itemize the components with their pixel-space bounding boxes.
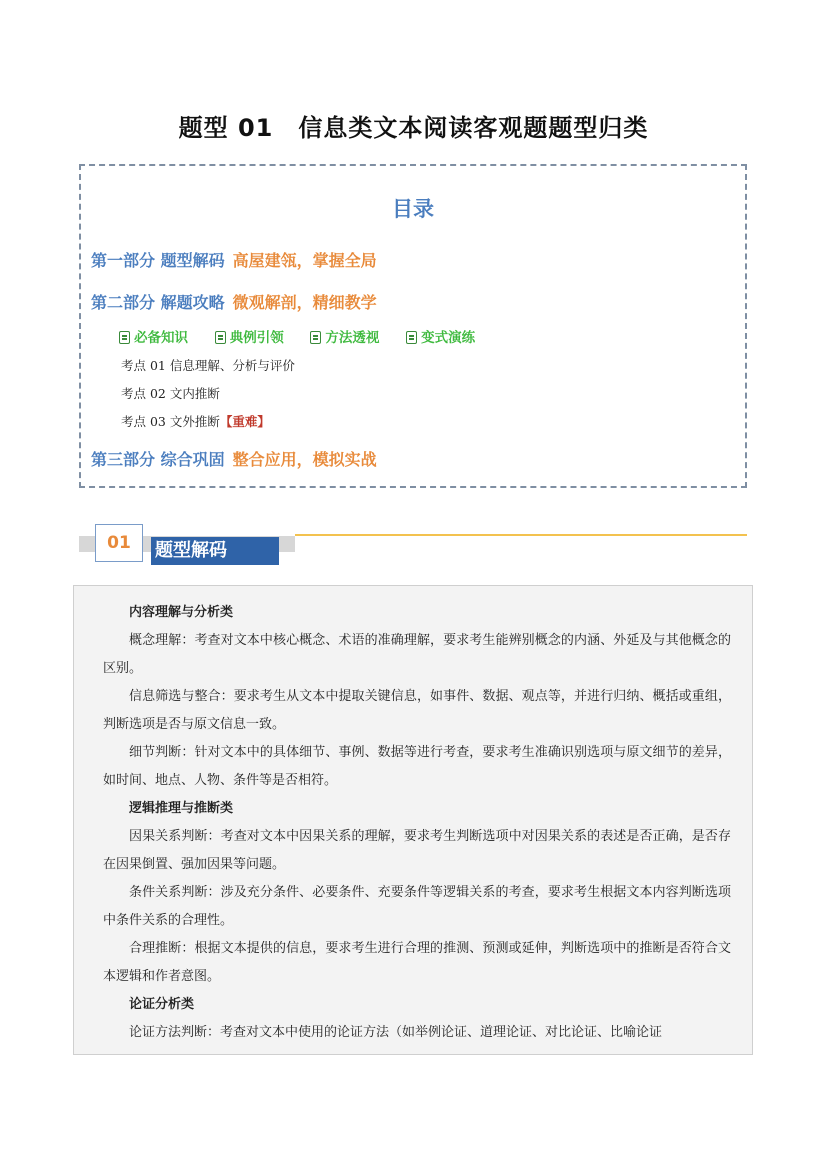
toc-part-tag: 整合应用，模拟实战 (232, 450, 377, 469)
paragraph: 因果关系判断：考查对文本中因果关系的理解，要求考生判断选项中对因果关系的表述是否正确，是否存在因果倒置、强加因果等问题。 (103, 829, 731, 872)
chip-variant-practice[interactable] (406, 326, 475, 346)
table-of-contents (79, 164, 747, 488)
category-heading: 内容理解与分析类 (129, 605, 234, 620)
chip-label: 典例引领 (229, 330, 284, 346)
paragraph: 条件关系判断：涉及充分条件、必要条件、充要条件等逻辑关系的考查，要求考生根据文本内容判断选项中条件关系的合理性。 (103, 885, 731, 928)
knowledge-point-text: 考点 02 文内推断 (121, 386, 220, 401)
toc-part-1[interactable] (91, 248, 377, 271)
chip-label: 必备知识 (134, 330, 188, 346)
content-panel (73, 585, 753, 1055)
toc-part-label: 第二部分 解题攻略 (91, 293, 225, 312)
knowledge-point-text: 考点 03 文外推断 (121, 414, 220, 429)
document-edit-icon (119, 331, 130, 344)
toc-chip-row (119, 326, 497, 346)
content-body (103, 599, 731, 1047)
category-heading: 论证分析类 (129, 997, 195, 1012)
toc-part-tag: 微观解剖，精细教学 (232, 293, 377, 312)
document-title: 题型 01 信息类文本阅读客观题题型归类 (178, 114, 649, 142)
section-header-rule (295, 534, 747, 536)
section-header (79, 522, 747, 568)
chip-label: 变式演练 (421, 330, 476, 346)
toc-heading: 目录 (392, 197, 434, 221)
chip-essential-knowledge[interactable] (119, 326, 188, 346)
paragraph: 合理推断：根据文本提供的信息，要求考生进行合理的推测、预测或延伸，判断选项中的推断是否符合文本逻辑和作者意图。 (103, 941, 731, 984)
section-number: 01 (95, 524, 143, 562)
paragraph: 信息筛选与整合：要求考生从文本中提取关键信息，如事件、数据、观点等，并进行归纳、概括或重组，判断选项是否与原文信息一致。 (103, 689, 731, 732)
toc-part-3[interactable] (91, 447, 377, 470)
difficulty-badge: 【重难】 (219, 414, 270, 429)
chip-method-insight[interactable] (310, 326, 379, 346)
paragraph: 概念理解：考查对文本中核心概念、术语的准确理解，要求考生能辨别概念的内涵、外延及与其他概念的区别。 (103, 633, 731, 676)
toc-part-label: 第一部分 题型解码 (91, 251, 225, 270)
knowledge-point-1[interactable] (121, 356, 295, 374)
paragraph: 论证方法判断：考查对文本中使用的论证方法（如举例论证、道理论证、对比论证、比喻论证 (129, 1025, 663, 1040)
toc-part-tag: 高屋建瓴，掌握全局 (232, 251, 377, 270)
knowledge-point-3[interactable] (121, 412, 270, 430)
document-edit-icon (215, 331, 226, 344)
document-edit-icon (406, 331, 417, 344)
toc-part-label: 第三部分 综合巩固 (91, 450, 225, 469)
chip-label: 方法透视 (325, 330, 380, 346)
knowledge-point-2[interactable] (121, 384, 220, 402)
category-heading: 逻辑推理与推断类 (129, 801, 234, 816)
chip-typical-examples[interactable] (215, 326, 284, 346)
section-name: 题型解码 (151, 537, 279, 565)
paragraph: 细节判断：针对文本中的具体细节、事例、数据等进行考查，要求考生准确识别选项与原文细节的差异，如时间、地点、人物、条件等是否相符。 (103, 745, 731, 788)
toc-part-2[interactable] (91, 290, 377, 313)
document-edit-icon (310, 331, 321, 344)
knowledge-point-text: 考点 01 信息理解、分析与评价 (121, 358, 295, 373)
